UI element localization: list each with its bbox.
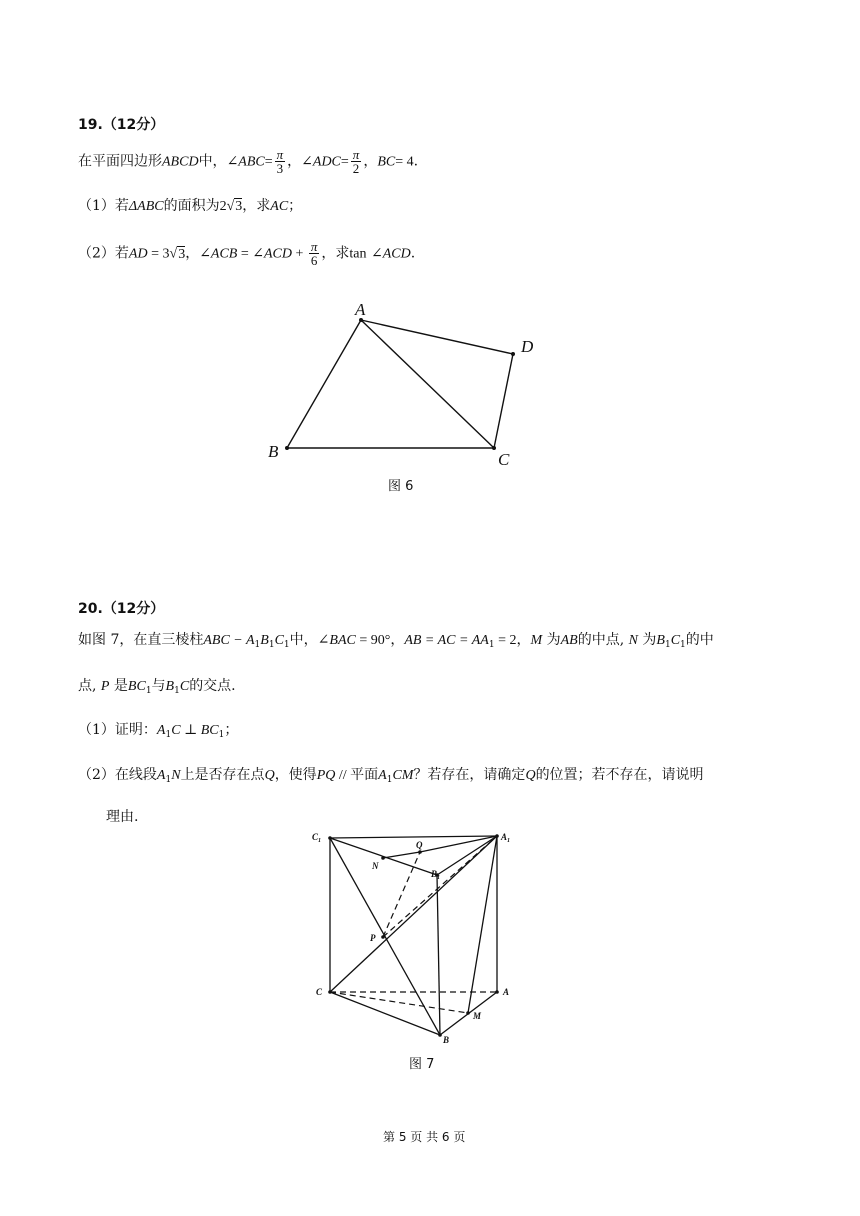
q20-l2-p: P	[100, 679, 110, 694]
q20-p2-cm: CM	[392, 768, 414, 783]
q20-p2-q3: 的位置；若不存在，请说明	[535, 767, 704, 783]
q20-intro-mid: 中，	[289, 632, 318, 648]
q20-p1-end: ；	[224, 722, 239, 738]
q19-frac-pi6-num: π	[310, 239, 318, 254]
q20-prism-b: B	[260, 633, 269, 648]
fig7-label-c1-letter: C	[312, 832, 319, 842]
q19-p1-sqrt-sign: √	[226, 199, 235, 214]
fig7-point-c1	[328, 836, 332, 840]
q20-p2-label: （2）在线段	[78, 767, 157, 783]
fig7-label-q: Q	[416, 840, 423, 850]
q20-prism-s3: 1	[283, 640, 290, 650]
fig7-edge-pq-dashed	[383, 852, 420, 937]
q20-p2-a2-sub: 1	[386, 775, 393, 785]
q20-lengths-val: = 2	[494, 633, 517, 648]
fig7-label-b1	[430, 869, 440, 881]
q19-intro-end: .	[413, 153, 419, 170]
figure-7-caption: 图 7	[409, 1057, 435, 1072]
fig7-edge-ma1	[468, 836, 497, 1013]
fig7-label-b1-sub: 1	[437, 875, 441, 881]
q20-is1: 为	[546, 632, 561, 648]
fig6-label-b: B	[268, 442, 279, 461]
fig7-point-n	[381, 856, 385, 860]
q19-p1-tri: ΔABC	[128, 199, 164, 214]
q19-p1-ask: ，求	[242, 198, 271, 214]
q20-p2-plane: 平面	[350, 767, 379, 783]
q19-p2-tan: tan	[349, 246, 367, 262]
fig7-label-m: M	[473, 1011, 482, 1021]
q20-p1-c: C	[171, 723, 181, 738]
page-footer: 第 5 页 共 6 页	[383, 1130, 466, 1144]
fig6-label-c: C	[498, 450, 510, 469]
q20-lengths: AB = AC = AA	[404, 633, 489, 648]
fig7-edge-c1b	[330, 838, 440, 1035]
q20-l2-bc1-sub: 1	[145, 686, 152, 696]
q20-p2-a2: A	[378, 768, 387, 783]
q20-p1-perp: ⊥	[180, 723, 201, 738]
q20-p2-q: Q	[264, 768, 275, 783]
q20-m: M	[530, 633, 543, 648]
q19-p2-rad: 3	[178, 246, 186, 262]
q20-l2-end: 的交点.	[189, 678, 236, 694]
fig7-label-b1-letter: B	[431, 869, 438, 879]
fig7-point-b	[438, 1033, 442, 1037]
q20-c1: C	[670, 633, 681, 648]
q20-l2-b1: B	[165, 679, 175, 694]
q20-intro-pre: 如图 7，在直三棱柱	[78, 632, 204, 648]
fig7-point-c	[328, 990, 332, 994]
fig7-label-p: P	[370, 933, 376, 943]
q19-p1-rad: 3	[235, 199, 243, 214]
q19-p1-end: ；	[288, 198, 303, 214]
q20-prism-s2: 1	[268, 640, 275, 650]
q20-p2-mid: 上是否存在点	[180, 767, 265, 783]
q19-intro-pre: 在平面四边形	[78, 153, 162, 170]
q19-p1-mid: 的面积为	[163, 198, 220, 214]
fig7-point-a1	[495, 834, 499, 838]
q20-p2-a-sub: 1	[165, 775, 172, 785]
q20-angle-val: = 90°	[355, 633, 391, 648]
fig7-label-n: N	[372, 861, 379, 871]
q19-eq2: =	[340, 154, 349, 170]
figure-6-caption: 图 6	[388, 479, 414, 494]
q20-l2-is: 是	[113, 678, 128, 694]
q20-prism-s1: 1	[254, 640, 261, 650]
q19-sep2: ，	[363, 153, 378, 170]
q19-frac-pi3-den: 3	[276, 161, 284, 176]
q20-part2-line2: 理由.	[106, 809, 139, 825]
q20-p1-bc-sub: 1	[218, 730, 225, 740]
q20-p1-label: （1）证明：	[78, 722, 157, 738]
q20-angle-bac: ∠BAC	[317, 633, 356, 648]
fig7-label-c1-sub: 1	[318, 838, 322, 844]
q19-p2-label: （2）若	[78, 245, 129, 262]
q19-p2-sqrt-sign: √	[169, 246, 178, 262]
fig7-point-m	[466, 1011, 470, 1015]
q20-p1-bc: BC	[200, 723, 219, 738]
fig7-label-c: C	[316, 987, 323, 997]
q19-p2-comma: ，	[185, 245, 200, 262]
q19-sep1: ，	[287, 153, 302, 170]
q20-p2-q1: ？若存在，请确定	[413, 767, 526, 783]
q19-header: 19.（12分）	[78, 117, 165, 133]
q20-l2-bc1: BC	[127, 679, 146, 694]
q20-p2-q2: Q	[525, 768, 536, 783]
q20-intro-tail: 的中	[685, 632, 714, 648]
fig7-edge-cm-dashed	[330, 992, 468, 1013]
q20-is2: 为	[642, 632, 657, 648]
q20-sep2: ，	[516, 632, 531, 648]
q19-p2-plus: +	[292, 246, 307, 262]
q19-p2-eq: = 3	[147, 246, 170, 262]
q19-angle-abc: ∠ABC	[226, 154, 265, 170]
q19-p2-eq2: =	[237, 246, 253, 262]
fig6-label-d: D	[521, 337, 534, 356]
fig7-point-q	[418, 850, 422, 854]
q20-prism-a: ABC − A	[203, 633, 255, 648]
q20-prism-c: C	[274, 633, 284, 648]
q19-bc: BC	[377, 154, 396, 170]
q19-p2-ask: ，求	[321, 245, 350, 262]
q20-b1-sub: 1	[664, 640, 671, 650]
q20-midpt: 的中点,	[577, 632, 625, 648]
q20-p2-a: A	[156, 768, 166, 783]
q19-frac-pi3-num: π	[276, 147, 284, 162]
q20-n: N	[628, 633, 638, 648]
fig7-label-b: B	[443, 1035, 450, 1045]
q19-p2-acb: ∠ACB	[199, 246, 238, 262]
fig7-edge-nq	[383, 852, 420, 858]
fig7-label-a1-letter: A	[501, 832, 508, 842]
fig6-label-a: A	[355, 300, 366, 319]
fig7-label-a1	[500, 832, 510, 844]
q19-frac-pi2-num: π	[352, 147, 360, 162]
fig7-point-a	[495, 990, 499, 994]
q20-p2-ask: ，使得	[274, 767, 317, 783]
q20-p2-pq: PQ	[316, 768, 336, 783]
q20-lengths-s4: 1	[488, 640, 495, 650]
q20-p1-a: A	[156, 723, 166, 738]
q19-p2-ad: AD	[128, 246, 148, 262]
fig7-edge-ca1	[330, 836, 497, 992]
q19-frac-pi2-den: 2	[352, 161, 360, 176]
q20-c1-sub: 1	[680, 640, 686, 650]
q19-bc-val: = 4	[395, 154, 414, 170]
fig7-label-a: A	[503, 987, 510, 997]
q19-angle-adc: ∠ADC	[301, 154, 341, 170]
q20-p2-par: //	[335, 768, 351, 783]
q20-header: 20.（12分）	[78, 601, 165, 617]
q19-frac-pi6-den: 6	[310, 253, 318, 268]
q19-p1-ac: AC	[270, 199, 289, 214]
fig7-label-a1-sub: 1	[507, 838, 511, 844]
q20-l2-c: C	[179, 679, 190, 694]
fig7-point-p	[381, 935, 385, 939]
q19-p1-coef: 2	[219, 199, 227, 214]
q20-l2-and: 与	[151, 678, 166, 694]
q20-ab: AB	[560, 633, 578, 648]
q19-quad: ABCD	[162, 154, 199, 170]
q19-p2-acd: ∠ACD	[252, 246, 292, 262]
q19-intro-mid: 中，	[198, 153, 227, 170]
q20-b1: B	[656, 633, 665, 648]
q19-p1-label: （1）若	[78, 198, 129, 214]
q19-eq1: =	[264, 154, 273, 170]
q20-l2-b1-sub: 1	[174, 686, 180, 696]
q20-sep1: ，	[390, 632, 405, 648]
fig7-label-c1	[312, 832, 321, 844]
q20-p2-n: N	[171, 768, 181, 783]
fig7-edge-c1a1	[330, 836, 497, 838]
q19-p2-end: .	[410, 245, 416, 262]
q19-p2-acd2: ∠ACD	[370, 246, 411, 262]
q20-p1-a-sub: 1	[165, 730, 172, 740]
q20-l2-pre: 点,	[78, 678, 97, 694]
fig7-edge-cb	[330, 992, 440, 1035]
fig7-edge-b1b	[437, 875, 440, 1035]
